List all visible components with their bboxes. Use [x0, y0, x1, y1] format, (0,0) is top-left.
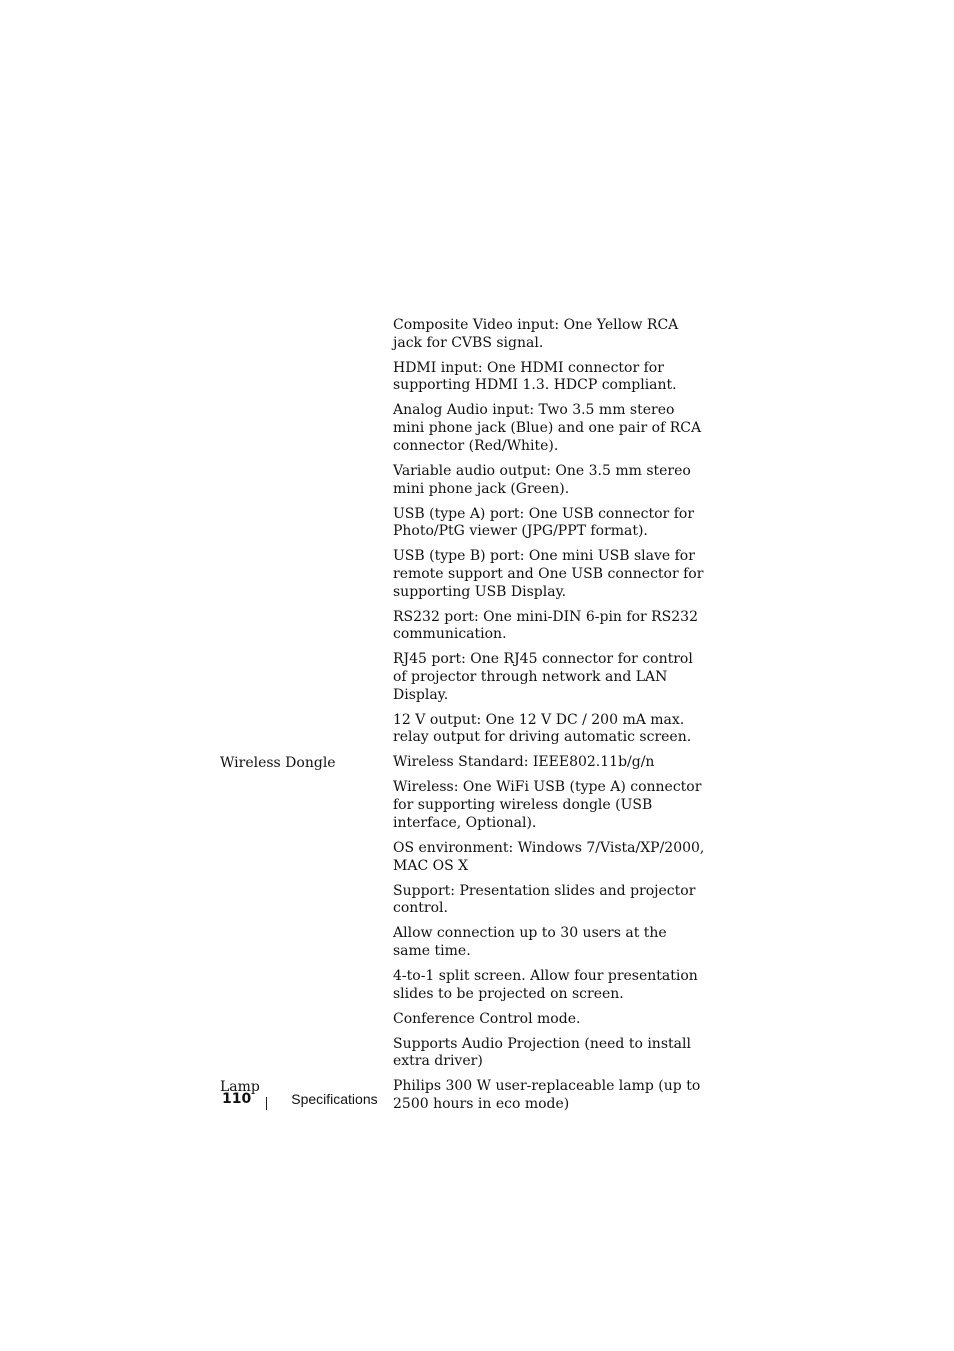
- page-number: 110: [222, 1091, 252, 1107]
- spec-value: Conference Control mode.: [393, 1010, 581, 1027]
- spec-label-wireless-dongle: Wireless Dongle: [220, 755, 336, 772]
- spec-values-lamp: [393, 1077, 705, 1120]
- spec-value: RS232 port: One mini-DIN 6-pin for RS232 communication.: [393, 608, 698, 643]
- spec-value: Supports Audio Projection (need to install extra driver): [393, 1035, 691, 1070]
- spec-value: Allow connection up to 30 users at the same time.: [393, 925, 667, 959]
- spec-label-empty: [220, 316, 393, 317]
- page-footer: [222, 1088, 378, 1110]
- spec-row-connectors: [220, 316, 720, 753]
- spec-value: HDMI input: One HDMI connector for supporting HDMI 1.3. HDCP compliant.: [393, 359, 677, 394]
- footer-divider: [266, 1097, 267, 1110]
- spec-value: OS environment: Windows 7/Vista/XP/2000, MAC OS X: [393, 839, 705, 874]
- spec-value: USB (type B) port: One mini USB slave for remote support and One USB connector for supporting USB Display.: [393, 548, 704, 600]
- spec-value: 12 V output: One 12 V DC / 200 mA max. relay output for driving automatic screen.: [393, 711, 692, 746]
- spec-value: USB (type A) port: One USB connector for Photo/PtG viewer (JPG/PPT format).: [393, 505, 695, 540]
- spec-value: RJ45 port: One RJ45 connector for control of projector through network and LAN Display.: [393, 651, 693, 703]
- section-name: Specifications: [291, 1091, 378, 1107]
- specifications-table: [220, 316, 720, 1120]
- spec-value: Variable audio output: One 3.5 mm stereo mini phone jack (Green).: [393, 462, 691, 497]
- spec-label-lamp: Lamp: [220, 1079, 260, 1096]
- spec-row-wireless-dongle: [220, 753, 720, 1077]
- spec-value: Support: Presentation slides and projector control.: [393, 882, 696, 917]
- spec-value: Wireless Standard: IEEE802.11b/g/n: [393, 754, 655, 771]
- spec-value: Analog Audio input: Two 3.5 mm stereo mini phone jack (Blue) and one pair of RCA connector (Red/White).: [393, 402, 702, 454]
- spec-value: Wireless: One WiFi USB (type A) connector for supporting wireless dongle (USB interface, Optional).: [393, 779, 702, 831]
- spec-value: Composite Video input: One Yellow RCA jack for CVBS signal.: [393, 317, 679, 351]
- spec-values-wireless-dongle: [393, 753, 705, 1077]
- spec-values-connectors: [393, 316, 705, 753]
- spec-value: Philips 300 W user-replaceable lamp (up to 2500 hours in eco mode): [393, 1078, 701, 1113]
- spec-value: 4-to-1 split screen. Allow four presentation slides to be projected on screen.: [393, 967, 698, 1002]
